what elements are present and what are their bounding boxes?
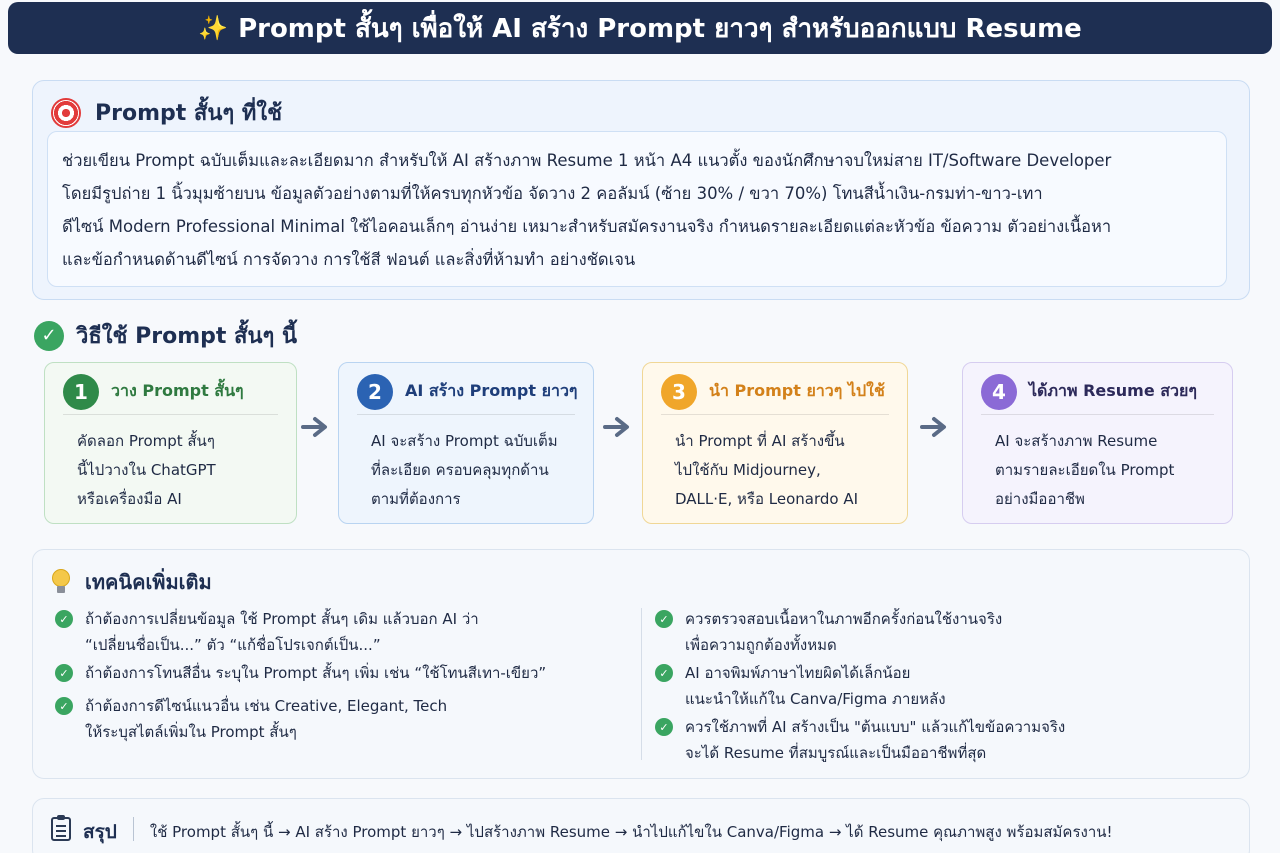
step-text: อย่างมืออาชีพ	[995, 490, 1085, 508]
clipboard-icon	[51, 817, 71, 841]
check-icon: ✓	[655, 718, 673, 736]
howto-heading: วิธีใช้ Prompt สั้นๆ นี้	[76, 324, 298, 349]
check-icon: ✓	[55, 697, 73, 715]
prompt-line: ช่วยเขียน Prompt ฉบับเต็มและละเอียดมาก สำหรับให้ AI สร้างภาพ Resume 1 หน้า A4 แนวตั้ง ของนักศึกษาจบใหม่สาย IT/Software Developer	[62, 151, 1112, 170]
tip-text: ถ้าต้องการเปลี่ยนข้อมูล ใช้ Prompt สั้นๆ เดิม แล้วบอก AI ว่า	[85, 610, 479, 628]
tips-heading: เทคนิคเพิ่มเติม	[85, 570, 212, 594]
step-text: AI จะสร้างภาพ Resume	[995, 432, 1158, 450]
prompt-panel	[32, 80, 1250, 300]
step-text: DALL·E, หรือ Leonardo AI	[675, 490, 859, 508]
check-icon: ✓	[655, 610, 673, 628]
summary-text: ใช้ Prompt สั้นๆ นี้ → AI สร้าง Prompt ยาวๆ → ไปสร้างภาพ Resume → นำไปแก้ไขใน Canva/Figma → ได้ Resume คุณภาพสูง พร้อมสมัครงาน!	[149, 823, 1113, 841]
step-card-2	[338, 362, 594, 524]
tip-item	[55, 606, 479, 658]
step-title: วาง Prompt สั้นๆ	[111, 381, 244, 400]
sparkles-icon: ✨	[198, 14, 229, 42]
prompt-line: และข้อกำหนดด้านดีไซน์ การจัดวาง การใช้สี ฟอนต์ และสิ่งที่ห้ามทำ อย่างชัดเจน	[62, 250, 636, 269]
prompt-line: ดีไซน์ Modern Professional Minimal ใช้ไอคอนเล็กๆ อ่านง่าย เหมาะสำหรับสมัครงานจริง กำหนดรายละเอียดแต่ละหัวข้อ ข้อความ ตัวอย่างเนื้อหา	[62, 217, 1112, 236]
check-icon: ✓	[55, 610, 73, 628]
prompt-line: โดยมีรูปถ่าย 1 นิ้วมุมซ้ายบน ข้อมูลตัวอย่างตามที่ให้ครบทุกหัวข้อ จัดวาง 2 คอลัมน์ (ซ้าย 30% / ขวา 70%) โทนสีน้ำเงิน-กรมท่า-ขาว-เทา	[62, 184, 1043, 203]
tip-text: AI อาจพิมพ์ภาษาไทยผิดได้เล็กน้อย	[685, 664, 911, 682]
step-text: นำ Prompt ที่ AI สร้างขึ้น	[675, 432, 845, 450]
summary-panel	[32, 798, 1250, 853]
tip-text: เพื่อความถูกต้องทั้งหมด	[685, 636, 837, 654]
arrow-right-icon	[920, 416, 950, 438]
tip-text: ควรใช้ภาพที่ AI สร้างเป็น "ต้นแบบ" แล้วแก้ไขข้อความจริง	[685, 718, 1066, 736]
page-title: Prompt สั้นๆ เพื่อให้ AI สร้าง Prompt ยาวๆ สำหรับออกแบบ Resume	[238, 13, 1082, 44]
step-text: ตามที่ต้องการ	[371, 490, 461, 508]
step-card-1	[44, 362, 297, 524]
tip-text: แนะนำให้แก้ใน Canva/Figma ภายหลัง	[685, 690, 946, 708]
step-card-4	[962, 362, 1233, 524]
arrow-right-icon	[603, 416, 633, 438]
tip-text: จะได้ Resume ที่สมบูรณ์และเป็นมืออาชีพที่สุด	[685, 744, 987, 762]
step-card-3	[642, 362, 908, 524]
step-title: AI สร้าง Prompt ยาวๆ	[405, 381, 578, 400]
prompt-text-box[interactable]	[47, 131, 1227, 287]
step-text: AI จะสร้าง Prompt ฉบับเต็ม	[371, 432, 558, 450]
tip-text: ควรตรวจสอบเนื้อหาในภาพอีกครั้งก่อนใช้งานจริง	[685, 610, 1003, 628]
tip-item	[55, 693, 447, 745]
step-text: นี้ไปวางใน ChatGPT	[77, 461, 216, 479]
tips-heading-row	[51, 566, 212, 598]
prompt-heading-row	[51, 95, 282, 130]
tip-text: ถ้าต้องการดีไซน์แนวอื่น เช่น Creative, Elegant, Tech	[85, 697, 448, 715]
step-text: หรือเครื่องมือ AI	[77, 490, 182, 508]
step-title: นำ Prompt ยาวๆ ไปใช้	[709, 381, 885, 400]
step-number: 4	[981, 374, 1017, 410]
title-bar	[8, 2, 1272, 54]
tip-item	[655, 606, 1002, 658]
step-title: ได้ภาพ Resume สวยๆ	[1029, 381, 1197, 400]
step-number: 1	[63, 374, 99, 410]
step-text: ตามรายละเอียดใน Prompt	[995, 461, 1175, 479]
check-circle-icon: ✓	[34, 321, 64, 351]
prompt-heading: Prompt สั้นๆ ที่ใช้	[95, 101, 283, 126]
tip-item	[655, 660, 946, 712]
check-icon: ✓	[655, 664, 673, 682]
tip-item	[55, 660, 546, 686]
light-bulb-icon	[51, 569, 71, 595]
arrow-right-icon	[301, 416, 331, 438]
tip-text: ให้ระบุสไตล์เพิ่มใน Prompt สั้นๆ	[85, 723, 297, 741]
step-number: 3	[661, 374, 697, 410]
step-text: ที่ละเอียด ครอบคลุมทุกด้าน	[371, 461, 549, 479]
summary-label: สรุป	[83, 821, 117, 843]
summary-divider	[133, 817, 134, 841]
step-number: 2	[357, 374, 393, 410]
step-text: ไปใช้กับ Midjourney,	[675, 461, 821, 479]
tip-text: “เปลี่ยนชื่อเป็น...” ตัว “แก้ชื่อโปรเจกต์เป็น...”	[85, 636, 381, 654]
tips-divider	[641, 608, 642, 760]
target-icon	[51, 98, 81, 128]
tip-item	[655, 714, 1065, 766]
step-text: คัดลอก Prompt สั้นๆ	[77, 432, 215, 450]
tips-panel	[32, 549, 1250, 779]
check-icon: ✓	[55, 664, 73, 682]
tip-text: ถ้าต้องการโทนสีอื่น ระบุใน Prompt สั้นๆ เพิ่ม เช่น “ใช้โทนสีเทา-เขียว”	[85, 664, 547, 682]
howto-heading-row	[34, 318, 297, 353]
